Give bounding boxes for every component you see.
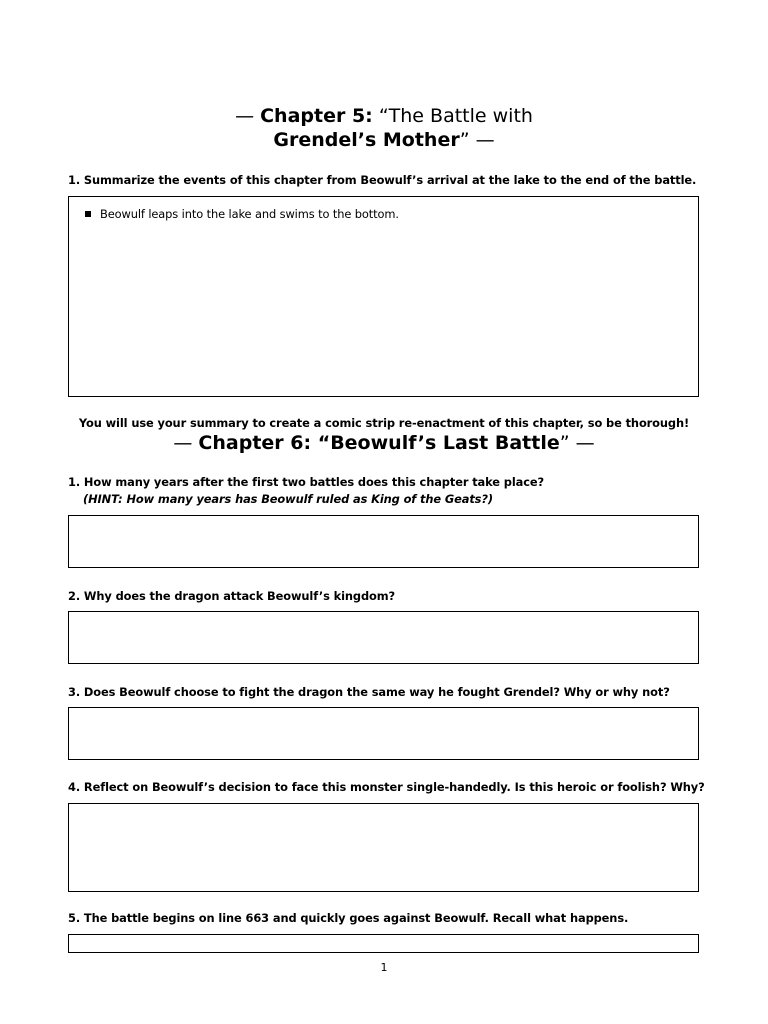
chapter6-question-4: 4. Reflect on Beowulf’s decision to face this monster single-handedly. Is this heroic or foolish? Why? xyxy=(68,780,705,794)
chapter5-title-bold: Chapter 5: xyxy=(260,105,373,127)
answer-box-chapter6-q5[interactable] xyxy=(68,934,699,953)
chapter6-question-2: 2. Why does the dragon attack Beowulf’s kingdom? xyxy=(68,589,396,603)
chapter6-question-5: 5. The battle begins on line 663 and quickly goes against Beowulf. Recall what happens. xyxy=(68,911,629,925)
comic-strip-note: You will use your summary to create a comic strip re-enactment of this chapter, so be thorough! xyxy=(78,416,690,430)
chapter5-title-line2 xyxy=(0,128,768,152)
chapter6-question-3: 3. Does Beowulf choose to fight the dragon the same way he fought Grendel? Why or why not? xyxy=(68,685,670,699)
bullet-square-icon xyxy=(85,211,91,217)
title-dash: — xyxy=(235,105,255,127)
answer-box-chapter6-q3[interactable] xyxy=(68,707,699,760)
chapter6-title-bold: Chapter 6: “Beowulf’s Last Battle xyxy=(198,432,560,454)
answer-box-chapter6-q4[interactable] xyxy=(68,803,699,892)
chapter5-title-line2-bold: Grendel’s Mother xyxy=(273,129,460,151)
chapter5-title-line2-rest: ” xyxy=(459,129,476,151)
title-dash: — xyxy=(575,432,595,454)
chapter5-title-line1 xyxy=(0,104,768,128)
chapter6-hint: (HINT: How many years has Beowulf ruled as King of the Geats?) xyxy=(83,492,493,506)
answer-bullet xyxy=(85,206,399,222)
answer-box-chapter5-q1[interactable] xyxy=(68,196,699,397)
chapter6-title xyxy=(0,431,768,455)
answer-box-chapter6-q1[interactable] xyxy=(68,515,699,568)
chapter6-question-1: 1. How many years after the first two battles does this chapter take place? xyxy=(68,475,545,489)
chapter6-title-close: ” xyxy=(559,432,576,454)
chapter5-question-1: 1. Summarize the events of this chapter from Beowulf’s arrival at the lake to the end of the battle. xyxy=(68,173,697,187)
title-dash: — xyxy=(173,432,193,454)
chapter5-title-rest: “The Battle with xyxy=(372,105,533,127)
answer-bullet-text: Beowulf leaps into the lake and swims to the bottom. xyxy=(100,207,399,221)
answer-box-chapter6-q2[interactable] xyxy=(68,611,699,664)
page-number: 1 xyxy=(380,961,388,974)
title-dash: — xyxy=(475,129,495,151)
